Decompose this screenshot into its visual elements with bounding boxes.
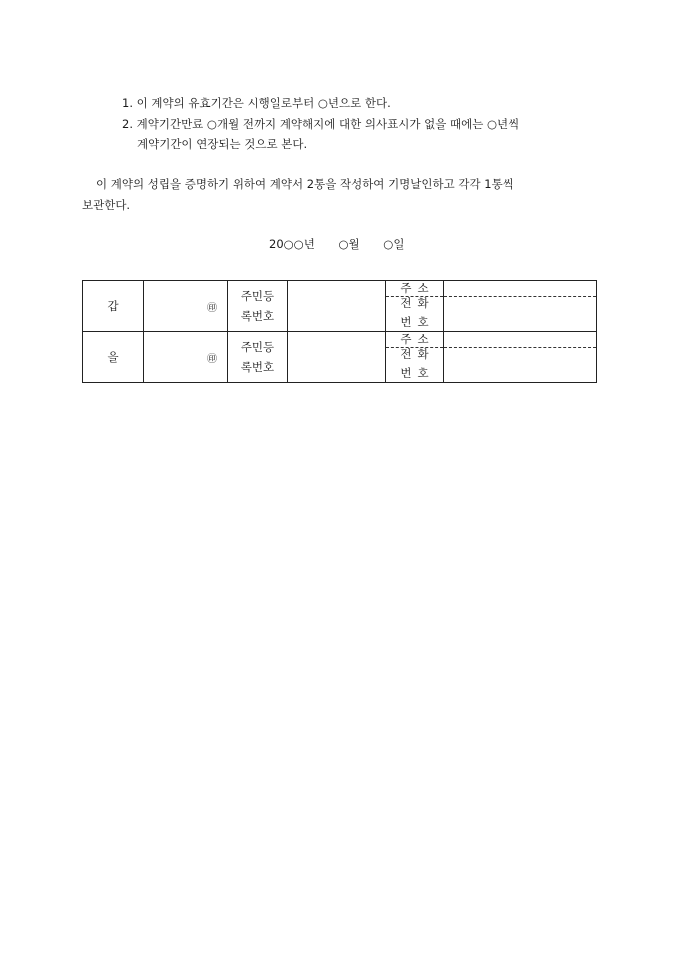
resident-id-label-line2: 록번호 — [240, 360, 275, 374]
seal-mark: ㊞ — [207, 302, 217, 314]
seal-mark: ㊞ — [207, 353, 217, 365]
phone-label-line2: 번호 — [400, 366, 435, 380]
resident-id-field[interactable] — [288, 281, 386, 332]
signature-row-gap — [83, 281, 597, 332]
closing-paragraph-line1: 이 계약의 성립을 증명하기 위하여 계약서 2통을 작성하여 기명날인하고 각각 1통씩 — [96, 177, 514, 191]
date-month: ○월 — [338, 237, 360, 251]
name-seal-field[interactable] — [144, 332, 228, 383]
address-phone-label — [386, 281, 444, 332]
address-phone-field[interactable] — [444, 281, 597, 332]
phone-label-line2: 번호 — [400, 315, 435, 329]
signature-row-eul — [83, 332, 597, 383]
clause-2: 2. 계약기간만료 ○개월 전까지 계약해지에 대한 의사표시가 없을 때에는 ○년씩 — [122, 117, 520, 131]
contract-date — [269, 234, 404, 254]
address-phone-field[interactable] — [444, 332, 597, 383]
clause-1: 1. 이 계약의 유효기간은 시행일로부터 ○년으로 한다. — [122, 96, 391, 110]
resident-id-label-line2: 록번호 — [240, 309, 275, 323]
date-year: 20○○년 — [269, 237, 315, 251]
address-label: 주소 — [400, 281, 435, 295]
closing-paragraph-line2: 보관한다. — [82, 198, 131, 212]
name-seal-field[interactable] — [144, 281, 228, 332]
resident-id-label — [228, 281, 288, 332]
dashed-divider — [444, 296, 596, 297]
phone-label-line1: 전화 — [400, 296, 435, 310]
date-day: ○일 — [383, 237, 405, 251]
resident-id-label — [228, 332, 288, 383]
clause-2-continued: 계약기간이 연장되는 것으로 본다. — [137, 137, 308, 151]
dashed-divider — [444, 347, 596, 348]
address-phone-label — [386, 332, 444, 383]
phone-label-line1: 전화 — [400, 347, 435, 361]
resident-id-label-line1: 주민등 — [240, 340, 275, 354]
signature-table — [82, 280, 597, 383]
address-label: 주소 — [400, 332, 435, 346]
resident-id-label-line1: 주민등 — [240, 289, 275, 303]
resident-id-field[interactable] — [288, 332, 386, 383]
party-name-eul: 을 — [83, 332, 144, 383]
party-name-gap: 갑 — [83, 281, 144, 332]
